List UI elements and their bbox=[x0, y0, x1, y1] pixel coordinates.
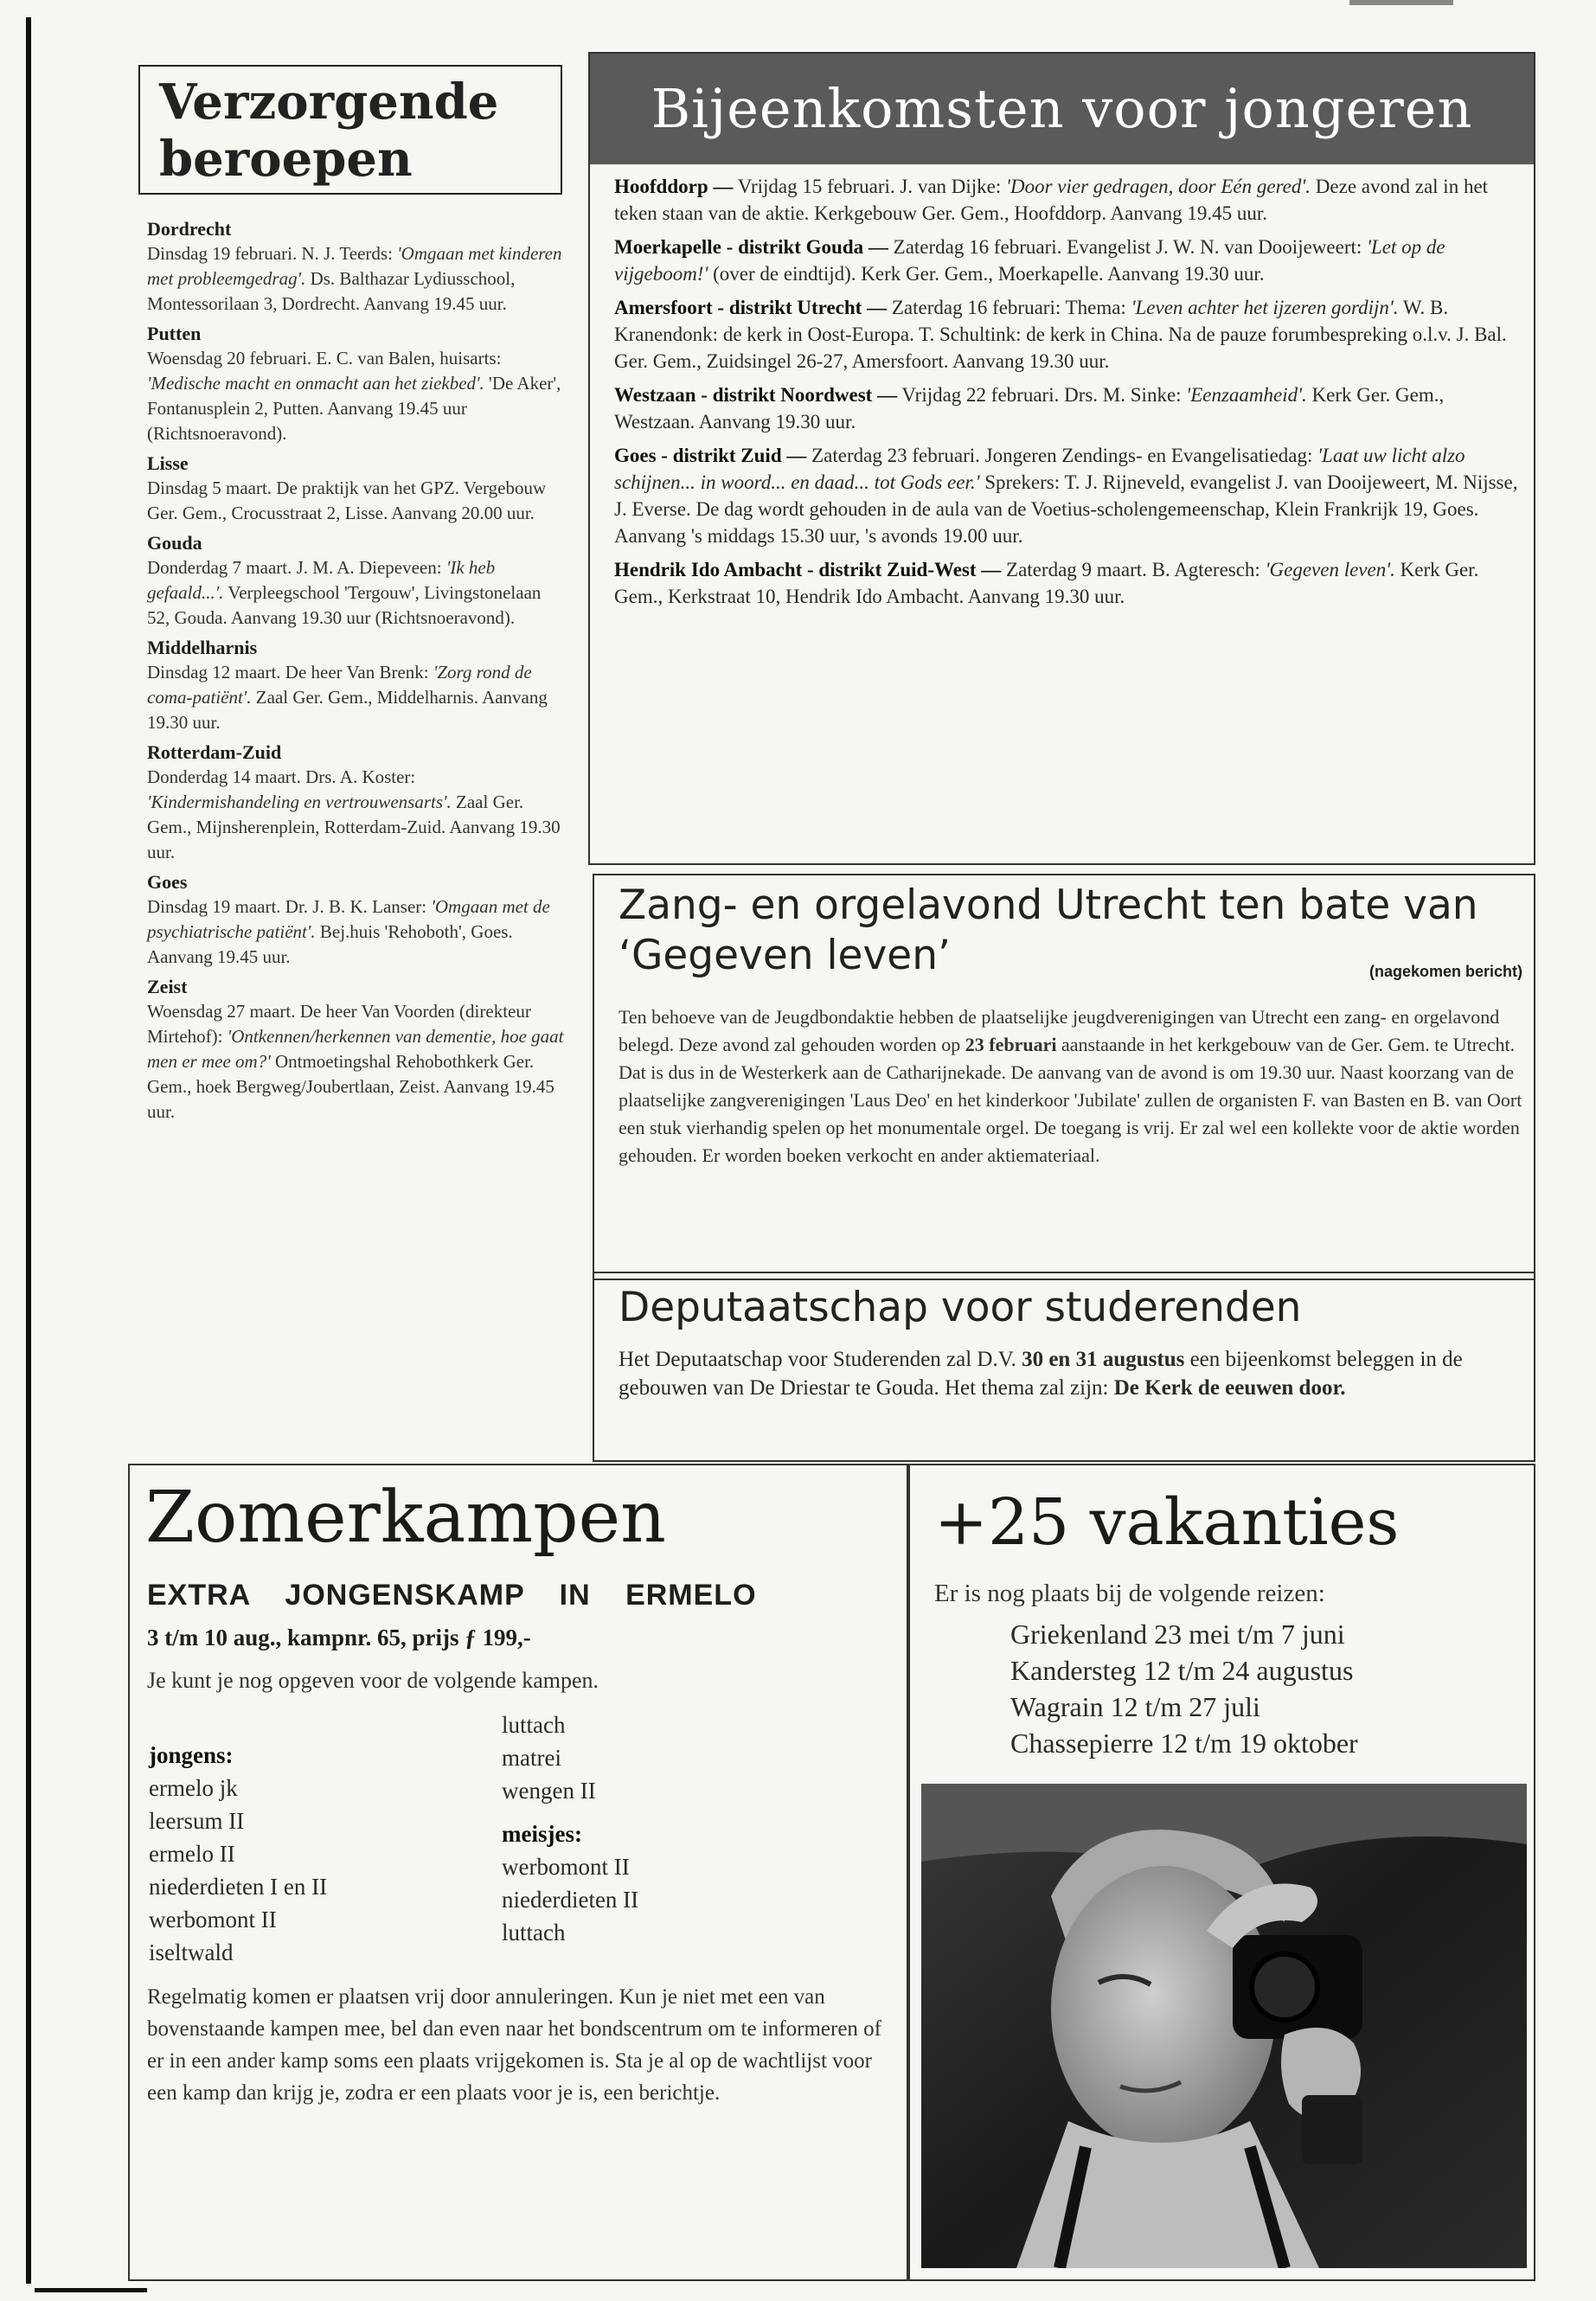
desc-text: Ds. Balthazar Lydiusschool, Montessorilaan 3, Dordrecht. Aanvang 19.45 uur. bbox=[147, 268, 516, 314]
trip-item: Wagrain 12 t/m 27 juli bbox=[1010, 1691, 1260, 1722]
camp-item: wengen II bbox=[502, 1778, 596, 1804]
camp-item: ermelo II bbox=[149, 1841, 235, 1867]
desc-text: Dinsdag 19 februari. N. J. Teerds: bbox=[147, 243, 398, 264]
bijeenkomsten-title: Bijeenkomsten voor jongeren bbox=[590, 54, 1534, 164]
city-heading: Goes bbox=[147, 871, 188, 893]
trip-item: Chassepierre 12 t/m 19 oktober bbox=[1010, 1727, 1358, 1759]
zomerkampen-footer: Regelmatig komen er plaatsen vrij door annuleringen. Kun je niet met een van bovenstaande kampen mee, bel dan even naar het bondscentrum om te informeren of er in een ander kamp soms een plaats vrijgekomen is. Sta je al op de wachtlijst voor een kamp dan krijg je, zodra er een plaats voor je is, een berichtje. bbox=[147, 1985, 881, 2105]
zang-note: (nagekomen bericht) bbox=[1368, 963, 1522, 980]
desc-topic: 'Ontkennen/herkennen van dementie, hoe gaat men er mee om?' bbox=[147, 1026, 564, 1072]
top-edge-mark bbox=[1349, 0, 1453, 5]
desc-text: Donderdag 7 maart. J. M. A. Diepeveen: bbox=[147, 557, 446, 578]
zomerkampen-details: 3 t/m 10 aug., kampnr. 65, prijs ƒ 199,- bbox=[147, 1625, 531, 1650]
dep-theme: De Kerk de eeuwen door. bbox=[1113, 1376, 1346, 1400]
city-description bbox=[147, 765, 567, 865]
meeting-place: Westzaan - distrikt Noordwest — bbox=[614, 384, 898, 406]
camp-item: iseltwald bbox=[149, 1939, 234, 1965]
deputaatschap-title: Deputaatschap voor studerenden bbox=[619, 1284, 1302, 1331]
meeting-place: Moerkapelle - distrikt Gouda — bbox=[614, 236, 888, 258]
meeting-place: Hendrik Ido Ambacht - distrikt Zuid-West — bbox=[614, 559, 1002, 580]
meeting-text: Zaterdag 16 februari. Evangelist J. W. N. van Dooijeweert: bbox=[888, 236, 1368, 258]
city-heading: Zeist bbox=[147, 976, 188, 997]
photo-illustration bbox=[921, 1784, 1527, 2268]
vakanties-title: +25 vakanties bbox=[934, 1485, 1400, 1560]
desc-text: Dinsdag 5 maart. De praktijk van het GPZ. Vergebouw Ger. Gem., Crocusstraat 2, Lisse. Aanvang 20.00 uur. bbox=[147, 478, 547, 523]
zang-body-date: 23 februari bbox=[965, 1034, 1057, 1055]
desc-text: 'De Aker', Fontanusplein 2, Putten. Aanvang 19.45 uur (Richtsnoeravond). bbox=[147, 373, 561, 444]
desc-text: Zaal Ger. Gem., Mijnsherenplein, Rotterdam-Zuid. Aanvang 19.30 uur. bbox=[147, 792, 561, 862]
city-description bbox=[147, 999, 567, 1125]
meeting-entry bbox=[614, 442, 1518, 549]
desc-text: Verpleegschool 'Tergouw', Livingstonelaan 52, Gouda. Aanvang 19.30 uur (Richtsnoeravond). bbox=[147, 582, 542, 628]
desc-topic: 'Medische macht en onmacht aan het ziekbed'. bbox=[147, 373, 484, 394]
meeting-text: W. B. Kranendonk: de kerk in Oost-Europa. T. Schultink: de kerk in China. Na de pauze forumbespreking o.l.v. J. Bal. Ger. Gem., Zuidsingel 26-27, Amersfoort. Aanvang 19.30 uur. bbox=[614, 297, 1507, 372]
desc-text: Woensdag 20 februari. E. C. van Balen, huisarts: bbox=[147, 348, 502, 369]
meeting-entry bbox=[614, 173, 1518, 227]
desc-topic: 'Zorg rond de coma-patiënt'. bbox=[147, 662, 532, 708]
trip-item: Kandersteg 12 t/m 24 augustus bbox=[1010, 1655, 1354, 1686]
deputaatschap-body bbox=[619, 1345, 1527, 1402]
meeting-text: Zaterdag 16 februari: Thema: bbox=[887, 297, 1131, 318]
camp-item: luttach bbox=[502, 1920, 566, 1945]
meeting-topic: 'Eenzaamheid'. bbox=[1186, 384, 1307, 406]
camp-item: luttach bbox=[502, 1712, 566, 1738]
desc-text: Dinsdag 12 maart. De heer Van Brenk: bbox=[147, 662, 433, 683]
desc-text: Zaal Ger. Gem., Middelharnis. Aanvang 19.30 uur. bbox=[147, 687, 548, 733]
meeting-text: Vrijdag 22 februari. Drs. M. Sinke: bbox=[897, 384, 1187, 406]
camp-item: niederdieten II bbox=[502, 1887, 639, 1913]
meeting-place: Amersfoort - distrikt Utrecht — bbox=[614, 297, 888, 318]
meeting-text: Zaterdag 23 februari. Jongeren Zendings- en Evangelisatiedag: bbox=[806, 445, 1318, 466]
second-column bbox=[502, 1708, 761, 1949]
city-heading: Gouda bbox=[147, 532, 202, 554]
camp-item: ermelo jk bbox=[149, 1775, 238, 1801]
meeting-text: (over de eindtijd). Kerk Ger. Gem., Moerkapelle. Aanvang 19.30 uur. bbox=[708, 263, 1265, 285]
left-margin-rule bbox=[26, 17, 31, 2284]
bottom-edge-mark bbox=[35, 2288, 147, 2292]
meeting-topic: 'Let op de vijgeboom!' bbox=[614, 236, 1445, 285]
desc-text: Ontmoetingshal Rehobothkerk Ger. Gem., hoek Bergweg/Joubertlaan, Zeist. Aanvang 19.45 uur. bbox=[147, 1051, 554, 1122]
city-heading: Middelharnis bbox=[147, 637, 258, 658]
zomerkampen-title: Zomerkampen bbox=[145, 1477, 666, 1559]
meeting-text: Sprekers: T. J. Rijneveld, evangelist J. van Dooijeweert, M. Nijsse, J. Everse. De dag wordt gehouden in de aula van de Voetius-scholengemeenschap, Klein Frankrijk 19, Goes. Aanvang 's middags 15.30 uur, 's avonds 19.00 uur. bbox=[614, 471, 1518, 547]
meeting-text: Kerk Ger. Gem., Westzaan. Aanvang 19.30 uur. bbox=[614, 384, 1445, 433]
zomerkampen-intro: Je kunt je nog opgeven voor de volgende kampen. bbox=[147, 1668, 599, 1693]
city-description bbox=[147, 555, 567, 631]
zang-body-text-1: Ten behoeve van de Jeugdbondaktie hebben de plaatselijke jeugdverenigingen van Utrecht een zang- en orgelavond belegd. Deze avond zal gehouden worden op bbox=[619, 1006, 1500, 1055]
city-heading: Rotterdam-Zuid bbox=[147, 741, 282, 763]
desc-topic: 'Kindermishandeling en vertrouwensarts'. bbox=[147, 792, 452, 812]
meeting-topic: 'Leven achter het ijzeren gordijn'. bbox=[1131, 297, 1399, 318]
verzorgende-title: Verzorgende beroepen bbox=[159, 74, 499, 188]
zang-title: Zang- en orgelavond Utrecht ten bate van ‘Gegeven leven’ bbox=[619, 881, 1478, 979]
meeting-topic: 'Laat uw licht alzo schijnen... in woord... en daad... tot Gods eer.' bbox=[614, 445, 1465, 493]
verzorgende-header-box bbox=[138, 65, 562, 195]
trip-item: Griekenland 23 mei t/m 7 juni bbox=[1010, 1618, 1345, 1650]
bijeenkomsten-list bbox=[614, 173, 1518, 617]
city-heading: Putten bbox=[147, 323, 202, 344]
city-heading: Dordrecht bbox=[147, 218, 232, 240]
camp-item: matrei bbox=[502, 1745, 561, 1771]
camp-item: leersum II bbox=[149, 1808, 245, 1834]
meeting-entry bbox=[614, 381, 1518, 435]
meeting-entry bbox=[614, 234, 1518, 287]
meisjes-list bbox=[502, 1850, 761, 1949]
meeting-place: Goes - distrikt Zuid — bbox=[614, 445, 807, 466]
desc-text: Woensdag 27 maart. De heer Van Voorden (direkteur Mirtehof): bbox=[147, 1001, 531, 1047]
desc-text: Donderdag 14 maart. Drs. A. Koster: bbox=[147, 766, 416, 787]
desc-topic: 'Omgaan met kinderen met probleemgedrag'. bbox=[147, 243, 562, 289]
camp-item: werbomont II bbox=[502, 1854, 630, 1880]
meeting-text: Vrijdag 15 februari. J. van Dijke: bbox=[733, 176, 1007, 197]
meeting-entry bbox=[614, 294, 1518, 375]
desc-text: Bej.huis 'Rehoboth', Goes. Aanvang 19.45 uur. bbox=[147, 921, 513, 967]
dep-text-2: een bijeenkomst beleggen in de gebouwen van De Driestar te Gouda. Het thema zal zijn: bbox=[619, 1348, 1463, 1400]
desc-topic: 'Ik heb gefaald...'. bbox=[147, 557, 496, 603]
meisjes-label: meisjes: bbox=[502, 1821, 582, 1847]
meeting-place: Hoofddorp — bbox=[614, 176, 734, 197]
city-description bbox=[147, 241, 567, 317]
desc-topic: 'Omgaan met de psychiatrische patiënt'. bbox=[147, 896, 550, 942]
dep-text-1: Het Deputaatschap voor Studerenden zal D.V. bbox=[619, 1348, 1022, 1371]
dep-dates: 30 en 31 augustus bbox=[1022, 1348, 1185, 1371]
city-heading: Lisse bbox=[147, 452, 189, 474]
jongens-list bbox=[149, 1772, 374, 1969]
jongens-label: jongens: bbox=[149, 1742, 234, 1768]
camp-item: niederdieten I en II bbox=[149, 1874, 328, 1900]
meeting-entry bbox=[614, 556, 1518, 610]
verzorgende-list bbox=[147, 212, 567, 1125]
jongens-column bbox=[149, 1739, 374, 1969]
meeting-topic: 'Gegeven leven'. bbox=[1265, 559, 1395, 580]
city-description bbox=[147, 346, 567, 446]
meeting-text: Zaterdag 9 maart. B. Agteresch: bbox=[1001, 559, 1266, 580]
desc-text: Dinsdag 19 maart. Dr. J. B. K. Lanser: bbox=[147, 896, 432, 917]
city-description bbox=[147, 476, 567, 526]
zomerkampen-subtitle: EXTRA JONGENSKAMP IN ERMELO bbox=[147, 1579, 757, 1612]
city-description bbox=[147, 894, 567, 970]
jongens-extra-list bbox=[502, 1708, 761, 1807]
city-description bbox=[147, 660, 567, 735]
zang-body bbox=[619, 1003, 1527, 1170]
camp-item: werbomont II bbox=[149, 1907, 277, 1932]
meeting-text: Deze avond zal in het teken staan van de aktie. Kerkgebouw Ger. Gem., Hoofddorp. Aanvang 19.45 uur. bbox=[614, 176, 1489, 224]
vakanties-intro: Er is nog plaats bij de volgende reizen: bbox=[934, 1580, 1325, 1607]
meeting-text: Kerk Ger. Gem., Kerkstraat 10, Hendrik Ido Ambacht. Aanvang 19.30 uur. bbox=[614, 559, 1479, 607]
meeting-topic: 'Door vier gedragen, door Eén gered'. bbox=[1006, 176, 1311, 197]
photo-young-man bbox=[921, 1784, 1527, 2268]
vakanties-trips bbox=[1010, 1616, 1529, 1761]
zang-body-text-2: aanstaande in het kerkgebouw van de Ger. Gem. te Utrecht. Dat is dus in de Westerkerk aan de Catharijnekade. De aanvang van de avond is om 19.30 uur. Naast koorzang van de plaatselijke zangverenigingen 'Laus Deo' en het kinderkoor 'Jubilate' zullen de organisten F. van Basten en B. van Oort een stuk vierhandig spelen op het monumentale orgel. De toegang is vrij. Er zal wel een kollekte voor de aktie worden gehouden. Er worden boeken verkocht en ander aktiemateriaal. bbox=[619, 1034, 1522, 1166]
